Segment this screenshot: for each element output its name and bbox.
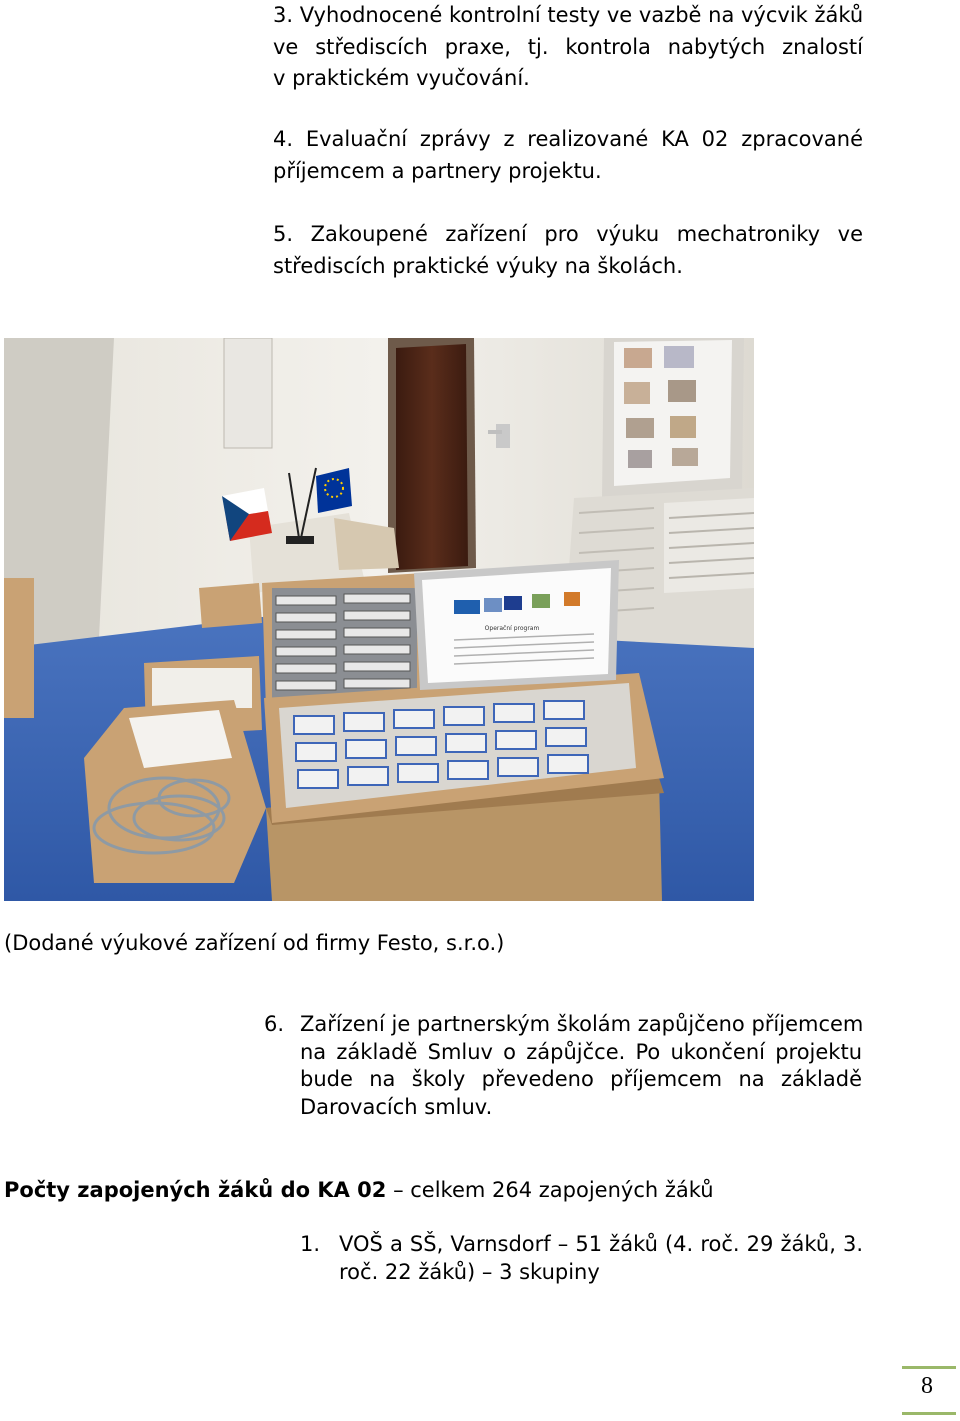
list-item-1 [300,1231,863,1289]
item-5-line-2: střediscích praktické výuky na školách. [273,253,683,278]
summary-bold: Počty zapojených žáků do KA 02 [4,1178,387,1202]
item-6-line-3: bude na školy převedeno příjemcem na základě [300,1067,862,1091]
item-5-line-1: 5. Zakoupené zařízení pro výuku mechatroniky ve [273,222,863,246]
item-6-line-2: na základě Smluv o zápůjčce. Po ukončení projektu [300,1039,862,1064]
list-item-1-number: 1. [300,1232,321,1256]
students-summary [4,1175,714,1205]
item-4 [273,124,863,187]
list-item-1-line-2: roč. 22 žáků) – 3 skupiny [339,1259,600,1284]
page-number: 8 [921,1373,933,1399]
item-4-line-1: 4. Evaluační zprávy z realizované KA 02 zpracované [273,127,863,151]
item-6 [264,1011,862,1123]
page-number-rule-top [902,1366,956,1369]
item-3-line-2: ve střediscích praxe, tj. kontrola nabytých znalostí [273,34,863,59]
page-number-rule-bottom [902,1412,956,1415]
list-item-1-line-1: VOŠ a SŠ, Varnsdorf – 51 žáků (4. roč. 29 žáků, 3. [339,1232,863,1256]
photo-caption: (Dodané výukové zařízení od firmy Festo, s.r.o.) [4,931,505,955]
item-3-line-3: v praktickém vyučování. [273,66,530,90]
summary-rest: – celkem 264 zapojených žáků [386,1178,714,1202]
item-5 [273,219,863,282]
poster-title: Operační program [484,625,540,632]
item-6-line-4: Darovacích smluv. [300,1094,493,1119]
item-3-line-1: 3. Vyhodnocené kontrolní testy ve vazbě na výcvik žáků [273,3,864,27]
item-6-number: 6. [264,1012,285,1036]
item-3 [273,0,863,95]
item-6-line-1: Zařízení je partnerským školám zapůjčeno příjemcem [300,1012,864,1036]
item-4-line-2: příjemcem a partnery projektu. [273,158,602,183]
equipment-photo [4,338,754,901]
